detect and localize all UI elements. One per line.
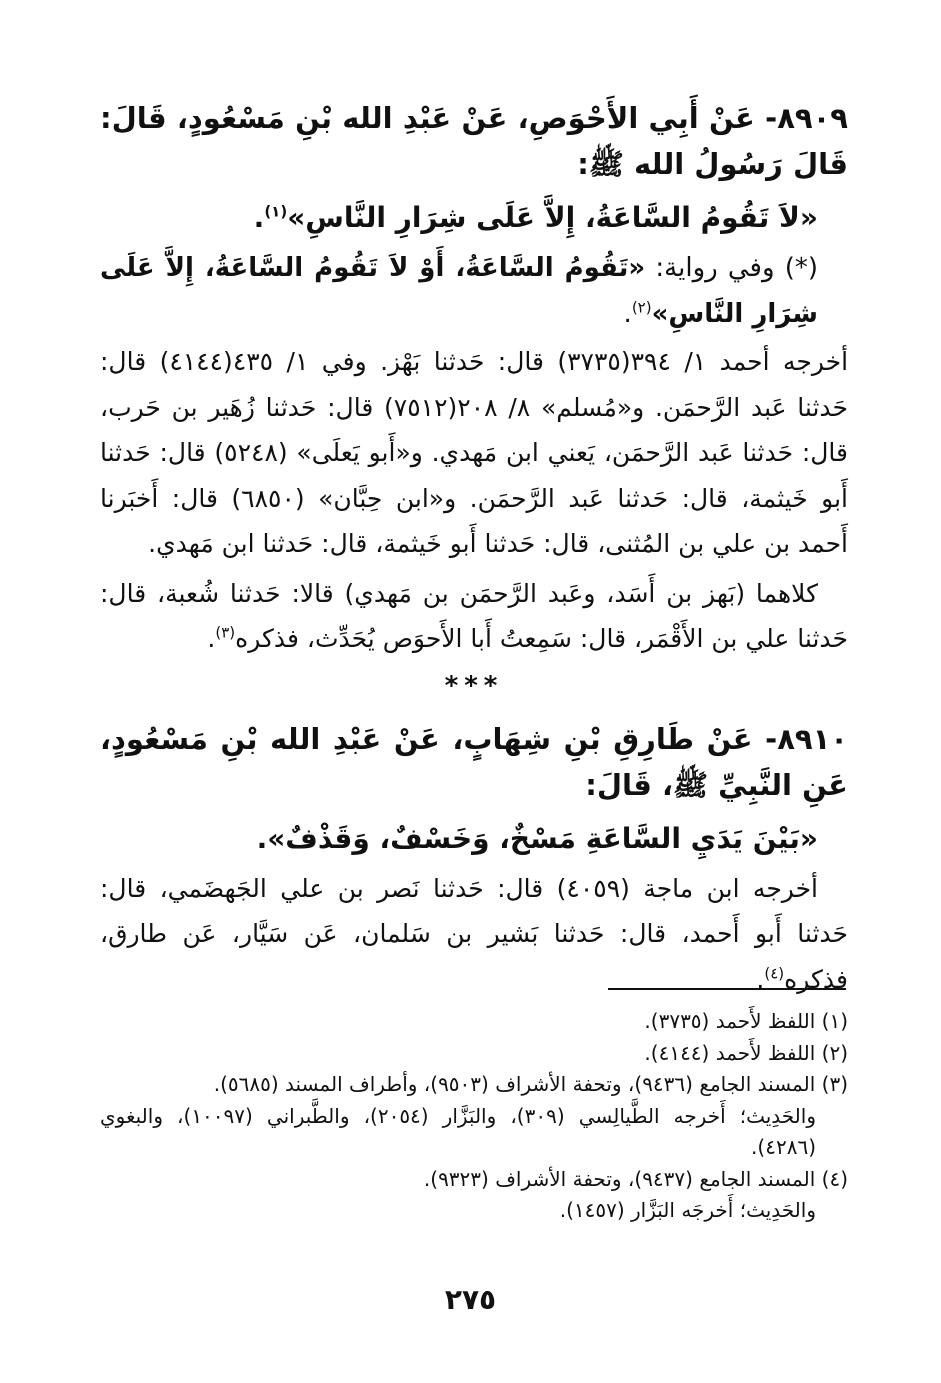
footnotes [100,1006,848,1227]
hadith-8909-isnad: عَنْ أَبِي الأَحْوَصِ، عَنْ عَبْدِ الله بْنِ مَسْعُودٍ، قَالَ: قَالَ رَسُولُ الله ﷺ: [100,101,848,181]
riwaya-text: «تَقُومُ السَّاعَةُ، أَوْ لاَ تَقُومُ السَّاعَةُ، إِلاَّ عَلَى شِرَارِ النَّاسِ» [100,253,818,329]
footnote-4: (٤) المسند الجامع (٩٤٣٧)، وتحفة الأشراف (٩٣٢٣). [423,1166,848,1191]
footnote-4-continued: والحَدِيث؛ أَخرجَه البَزَّار (١٤٥٧). [559,1198,816,1222]
hadith-8910-isnad: عَنْ طَارِقِ بْنِ شِهَابٍ، عَنْ عَبْدِ الله بْنِ مَسْعُودٍ، عَنِ النَّبِيِّ ﷺ، قَالَ: [100,721,848,802]
hadith-8910-takhrij: أخرجه ابن ماجة (٤٠٥٩) قال: حَدثنا نَصر بن علي الجَهضَمي، قال: حَدثنا أَبو أَحمد، قال: حَدثنا بَشير بن سَلمان، عَن سَيَّار، عَن طارق، فذكره$^{(٤)}$. [100,873,848,994]
hadith-8909-takhrij: أخرجه أحمد ١/ ٣٩٤(٣٧٣٥) قال: حَدثنا بَهْز. وفي ١/ ٤٣٥(٤١٤٤) قال: حَدثنا عَبد الرَّحمَن. و«مُسلم» ٨/ ٢٠٨(٧٥١٢) قال: حَدثنا زُهَير بن حَرب، قال: حَدثنا عَبد الرَّحمَن، يَعني ابن مَهدي. و«أَبو يَعلَى» (٥٢٤٨) قال: حَدثنا أَبو خَيثمة، قال: حَدثنا عَبد الرَّحمَن. و«ابن حِبَّان» (٦٨٥٠) قال: أَخبَرنا أَحمد بن علي بن المُثنى، قال: حَدثنا أَبو خَيثمة، قال: حَدثنا ابن مَهدي. [100,347,849,558]
hadith-8909-number: ٨٩٠٩- [765,101,848,135]
footnote-ref-1[interactable]: (١) [264,202,288,221]
hadith-8910-number: ٨٩١٠- [765,721,848,756]
footnote-divider [608,988,846,990]
footnote-1: (١) اللفظ لأَحمد (٣٧٣٥). [644,1009,848,1033]
hadith-8910-matn: «بَيْنَ يَدَيِ السَّاعَةِ مَسْخٌ، وَخَسْفٌ، وَقَذْفٌ». [256,821,818,855]
page-body [100,95,848,1002]
footnote-2: (٢) اللفظ لأَحمد (٤١٤٤). [644,1040,848,1065]
hadith-8910-heading [100,716,848,808]
footnote-ref-3[interactable]: (٣) [215,623,236,642]
footnote-3-continued: والحَدِيث؛ أَخرجه الطَّيالِسي (٣٠٩)، والبَزَّار (٢٠٥٤)، والطَّبراني (١٠٠٩٧)، والبغوي (٤٢٨٦). [100,1103,816,1159]
hadith-8909-riwaya: (*) وفي رواية: «تَقُومُ السَّاعَةُ، أَوْ لاَ تَقُومُ السَّاعَةُ، إِلاَّ عَلَى شِرَارِ النَّاسِ»$^{(٢)}$. [100,253,818,329]
hadith-8910-takhrij-text: أخرجه ابن ماجة (٤٠٥٩) قال: حَدثنا نَصر بن علي الجَهضَمي، قال: حَدثنا أَبو أَحمد، قال: حَدثنا بَشير بن سَلمان، عَن سَيَّار، عَن طارق، فذكره [100,873,848,994]
riwaya-intro: (*) وفي رواية: [655,253,818,283]
footnote-ref-4[interactable]: (٤) [764,964,785,983]
hadith-8909-heading [100,95,848,187]
footnote-3: (٣) المسند الجامع (٩٤٣٦)، وتحفة الأشراف (٩٥٠٣)، وأطراف المسند (٥٦٨٥). [213,1072,848,1096]
hadith-8909-kilahuma: كلاهما (بَهز بن أَسَد، وعَبد الرَّحمَن بن مَهدي) قالا: حَدثنا شُعبة، قال: حَدثنا علي بن الأَقْمَر، قال: سَمِعتُ أَبا الأَحوَص يُحَدِّث، فذكره$^{(٣)}$. [100,578,848,653]
section-separator: *** [444,670,504,701]
hadith-8909-matn-text: «لاَ تَقُومُ السَّاعَةُ، إِلاَّ عَلَى شِرَارِ النَّاسِ» [287,201,818,234]
footnote-ref-2[interactable]: (٢) [631,298,652,317]
kilahuma-text: كلاهما (بَهز بن أَسَد، وعَبد الرَّحمَن بن مَهدي) قالا: حَدثنا شُعبة، قال: حَدثنا علي بن الأَقْمَر، قال: سَمِعتُ أَبا الأَحوَص يُحَدِّث، فذكره [100,578,848,653]
page-number: ٢٧٥ [444,1283,497,1316]
hadith-8909-matn: «لاَ تَقُومُ السَّاعَةُ، إِلاَّ عَلَى شِرَارِ النَّاسِ»$^{(١)}$. [253,201,818,234]
